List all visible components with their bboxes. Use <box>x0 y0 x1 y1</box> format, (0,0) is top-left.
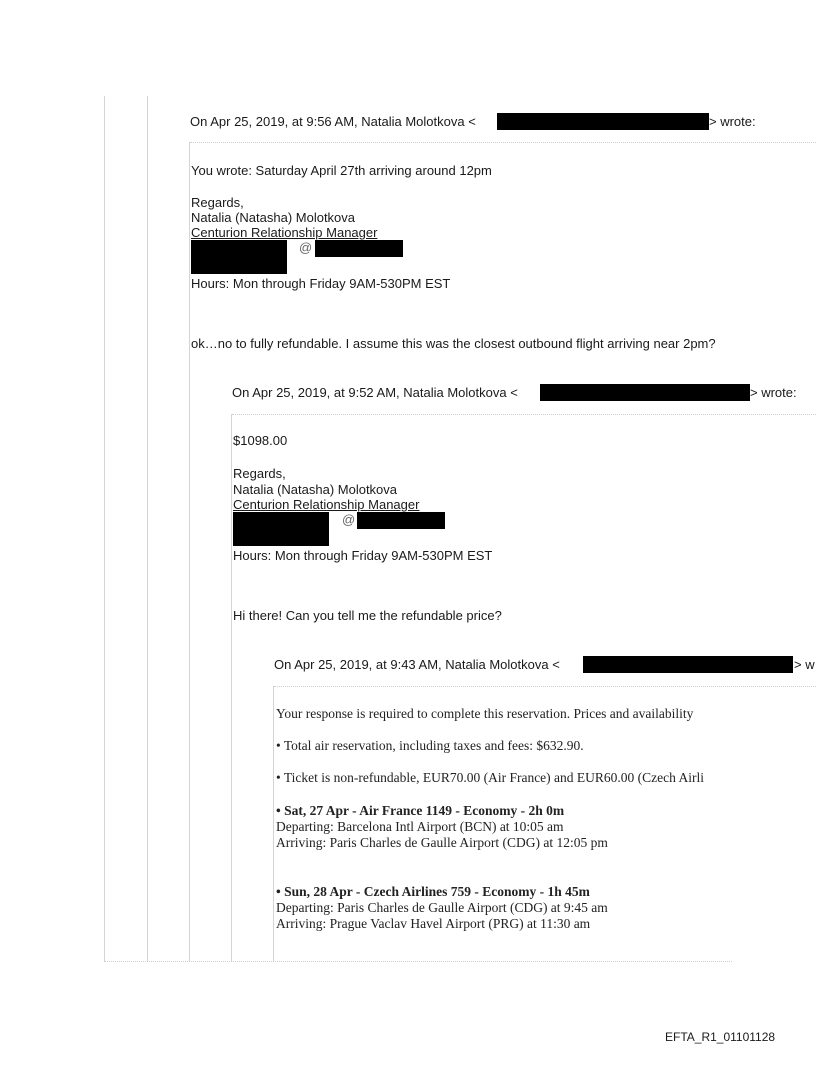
page-bottom-rule <box>104 961 732 962</box>
signature-title: Centurion Relationship Manager <box>191 225 378 240</box>
quoted-price: $1098.00 <box>233 433 288 448</box>
redacted-email-local <box>191 240 287 257</box>
email-header: On Apr 25, 2019, at 9:52 AM, Natalia Molotkova < <box>232 385 518 400</box>
redacted-email-address <box>540 384 750 401</box>
flight1-arriving: Arriving: Paris Charles de Gaulle Airport (CDG) at 12:05 pm <box>276 835 608 850</box>
quote-bar-level-4 <box>273 686 274 961</box>
reservation-total: • Total air reservation, including taxes and fees: $632.90. <box>276 738 584 753</box>
quote-separator <box>274 686 816 687</box>
redacted-email-local <box>233 512 329 529</box>
redacted-email-domain <box>357 512 445 529</box>
reply-text: ok…no to fully refundable. I assume this was the closest outbound flight arriving near 2pm? <box>191 336 716 351</box>
signature-hours: Hours: Mon through Friday 9AM-530PM EST <box>191 276 451 291</box>
flight1-departing: Departing: Barcelona Intl Airport (BCN) at 10:05 am <box>276 819 564 834</box>
flight1-heading: • Sat, 27 Apr - Air France 1149 - Economy - 2h 0m <box>276 803 565 818</box>
quote-separator <box>190 142 816 143</box>
quote-bar-level-2 <box>189 142 190 961</box>
ticket-policy: • Ticket is non-refundable, EUR70.00 (Air France) and EUR60.00 (Czech Airli <box>276 770 705 785</box>
redacted-email-address <box>583 656 793 673</box>
quote-bar-level-1 <box>147 96 148 961</box>
email-header <box>190 114 476 129</box>
document-id: EFTA_R1_01101128 <box>665 1030 776 1044</box>
quote-separator <box>232 414 816 415</box>
signature-title: Centurion Relationship Manager <box>233 497 420 512</box>
header-suffix: > w <box>794 657 815 672</box>
email-at-sign: @ <box>342 512 356 527</box>
header-suffix: > wrote: <box>709 114 756 129</box>
signature-name: Natalia (Natasha) Molotkova <box>191 210 356 225</box>
flight2-heading: • Sun, 28 Apr - Czech Airlines 759 - Economy - 1h 45m <box>276 884 590 899</box>
email-header: On Apr 25, 2019, at 9:43 AM, Natalia Molotkova < <box>274 657 560 672</box>
header-text: On Apr 25, 2019, at 9:56 AM, Natalia Molotkova < <box>190 114 476 129</box>
signature-name: Natalia (Natasha) Molotkova <box>233 482 398 497</box>
quote-bar-outer <box>104 96 105 961</box>
header-suffix: > wrote: <box>750 385 797 400</box>
signature-hours: Hours: Mon through Friday 9AM-530PM EST <box>233 548 493 563</box>
flight2-departing: Departing: Paris Charles de Gaulle Airport (CDG) at 9:45 am <box>276 900 608 915</box>
signature-regards: Regards, <box>191 195 244 210</box>
redacted-email-address <box>497 113 709 130</box>
redacted-email-domain <box>315 240 403 257</box>
email-at-sign: @ <box>299 240 313 255</box>
quoted-text: You wrote: Saturday April 27th arriving around 12pm <box>191 163 492 178</box>
reservation-intro: Your response is required to complete this reservation. Prices and availability <box>276 706 694 721</box>
redacted-phone <box>233 529 329 546</box>
flight2-arriving: Arriving: Prague Vaclav Havel Airport (PRG) at 11:30 am <box>276 916 591 931</box>
redacted-phone <box>191 257 287 274</box>
signature-regards: Regards, <box>233 466 286 481</box>
quote-bar-level-3 <box>231 414 232 961</box>
reply-text: Hi there! Can you tell me the refundable price? <box>233 608 502 623</box>
